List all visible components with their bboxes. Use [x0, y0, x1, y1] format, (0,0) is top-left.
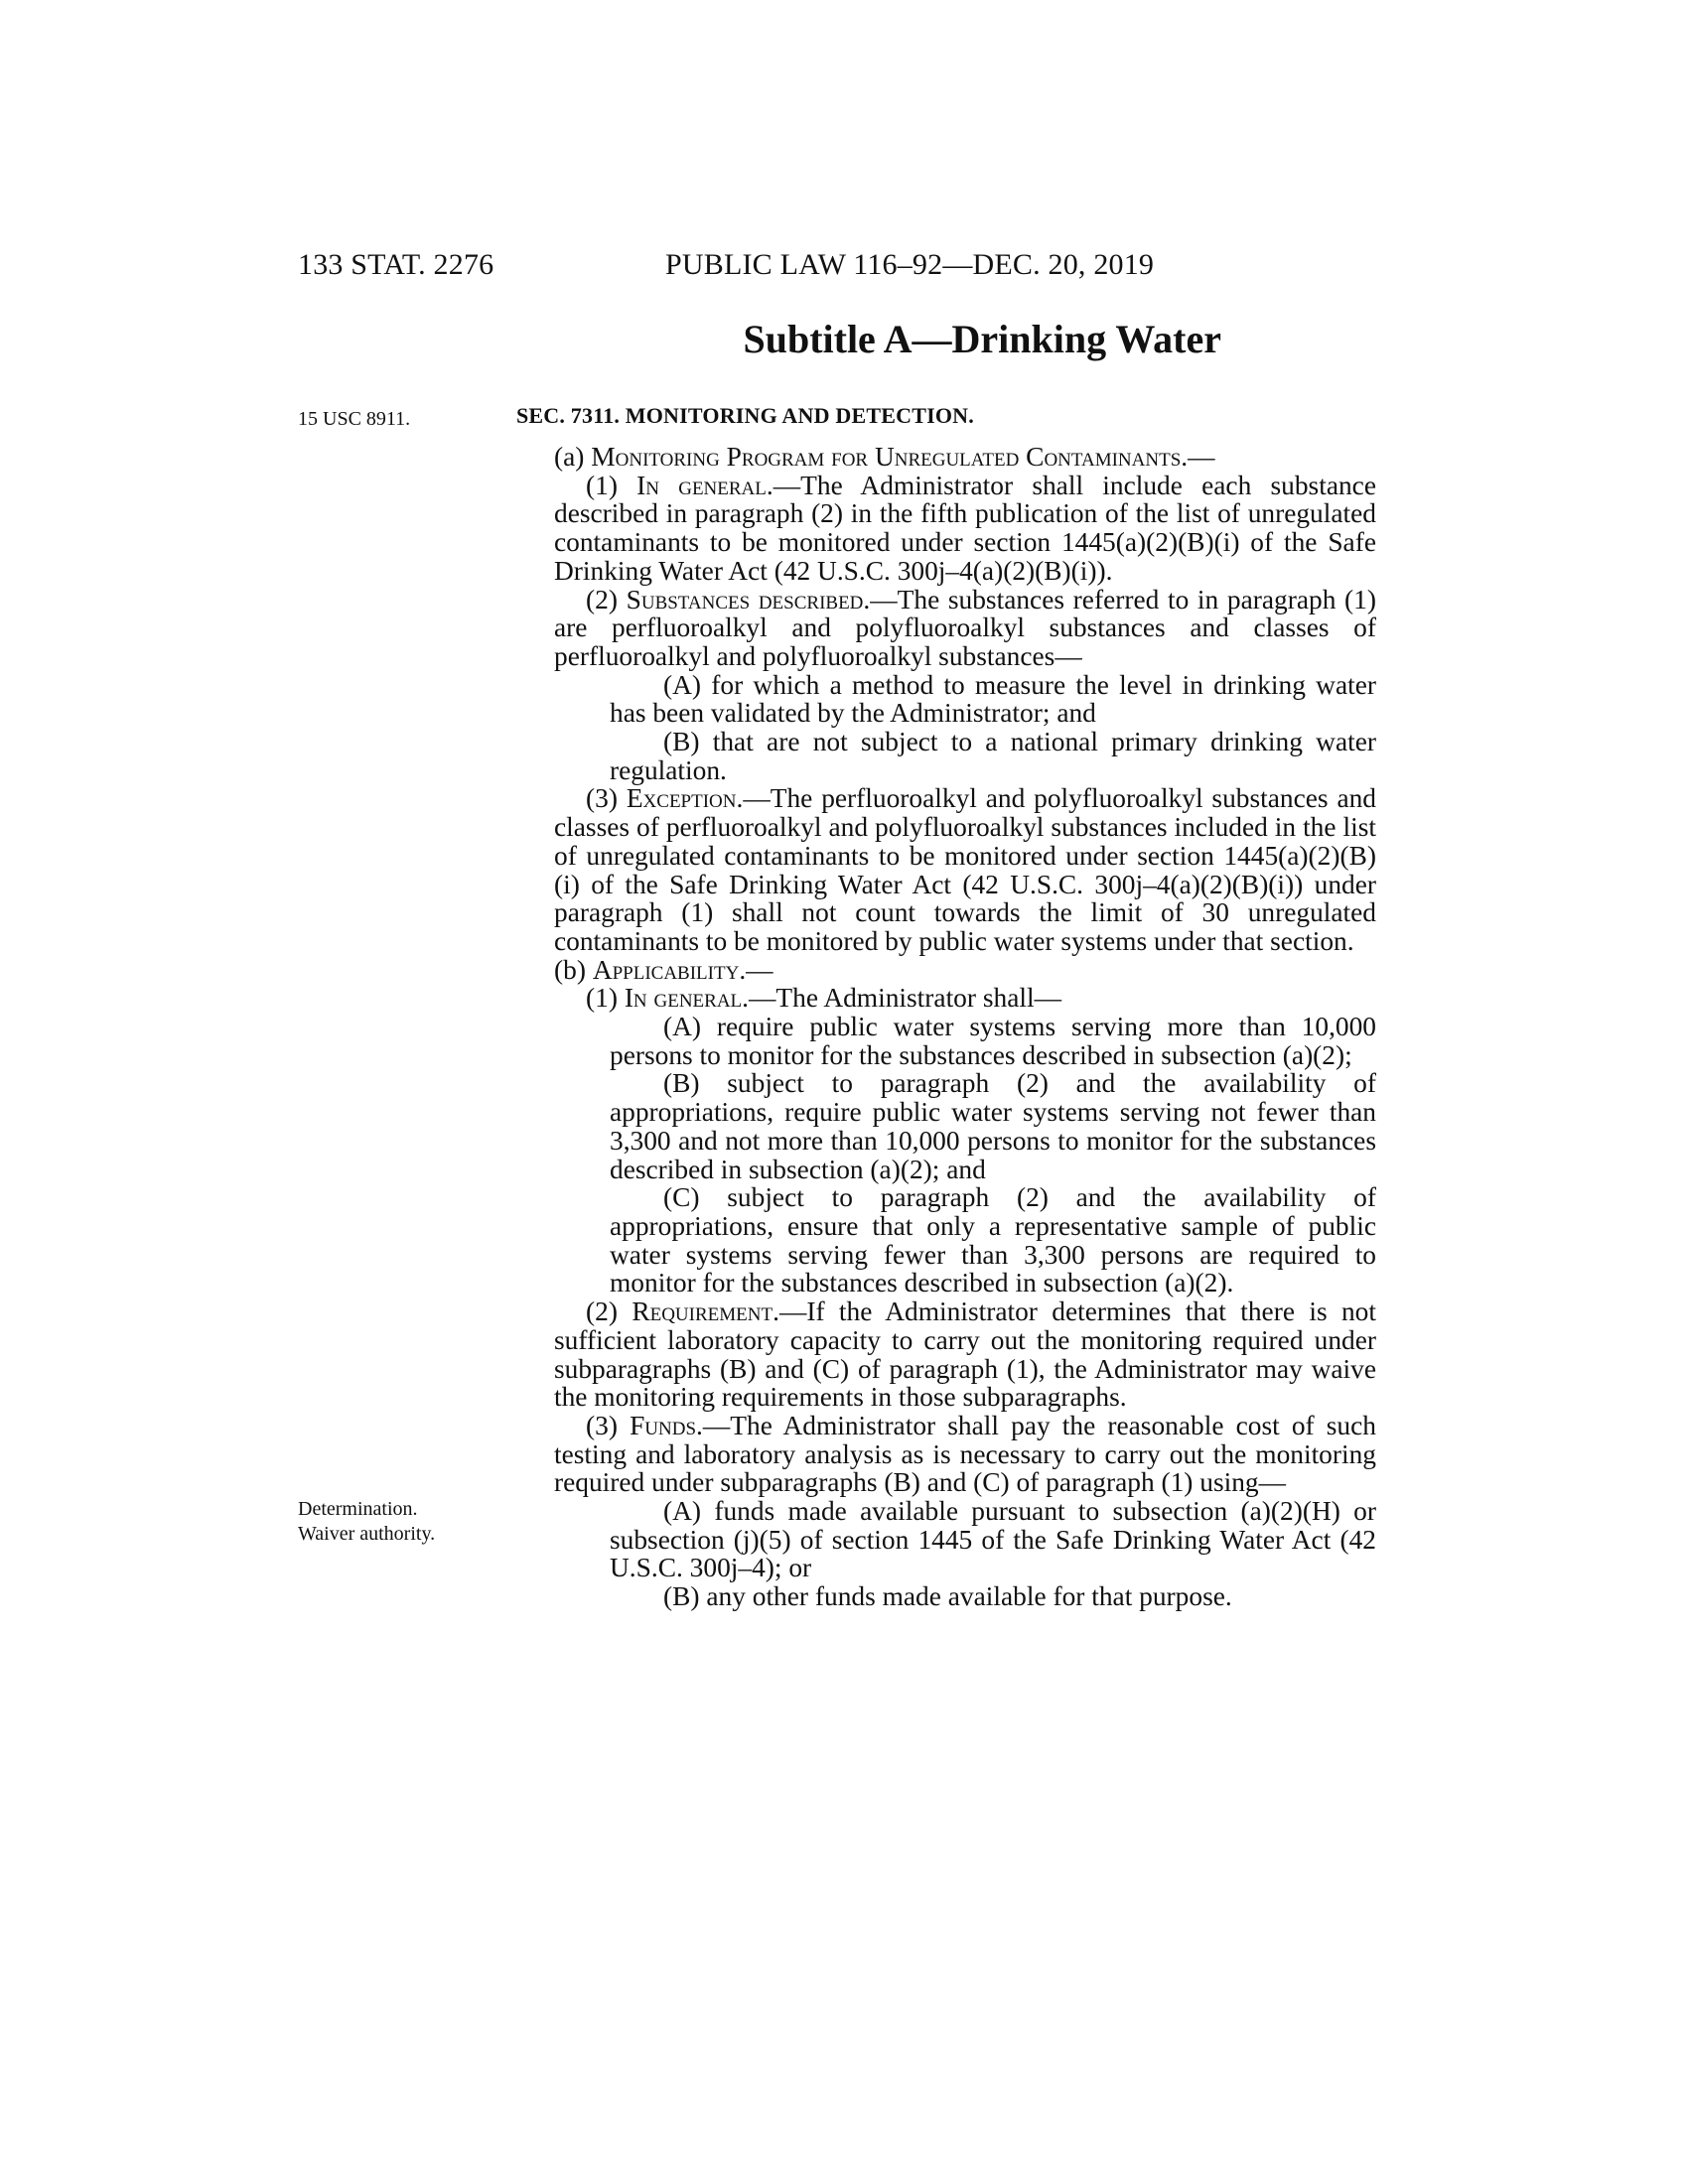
heading: Funds. — [630, 1410, 703, 1440]
text: —The substances referred to in paragraph (1) are perfluoroalkyl and polyfluoroalkyl substances and classes of perfluoroalkyl and polyfluoroalkyl substances— — [554, 584, 1376, 671]
section-body — [554, 443, 1376, 1611]
text: —The Administrator shall— — [749, 983, 1061, 1014]
margin-note-usc: 15 USC 8911. — [298, 408, 411, 430]
heading: In general. — [624, 983, 750, 1014]
subparagraph-b1A: (A) require public water systems serving more than 10,000 persons to monitor for the substances described in subsection (a)(2); — [610, 1012, 1376, 1070]
paragraph-b2 — [554, 1297, 1376, 1412]
paragraph-a1 — [554, 472, 1376, 586]
subparagraph-a2B: (B) that are not subject to a national primary drinking water regulation. — [610, 727, 1376, 785]
subtitle-heading: Subtitle A—Drinking Water — [743, 317, 1221, 361]
text: —The Administrator shall pay the reasonable cost of such testing and laboratory analysis as is necessary to carry out the monitoring required under subparagraphs (B) and (C) of paragraph (1) using— — [554, 1410, 1376, 1498]
text: —If the Administrator determines that there is not sufficient laboratory capacity to carry out the monitoring required under subparagraphs (B) and (C) of paragraph (1), the Administrator may waive the monitoring requirements in those subparagraphs. — [554, 1297, 1376, 1413]
margin-note-waiver-label: Waiver authority. — [298, 1523, 436, 1545]
label: (b) — [554, 954, 586, 985]
paragraph-b3 — [554, 1412, 1376, 1497]
subparagraph-b1C: (C) subject to paragraph (2) and the availability of appropriations, ensure that only a representative sample of public water systems serving fewer than 3,300 persons are required to monitor for the substances described in subsection (a)(2). — [610, 1182, 1376, 1298]
text: —The perfluoroalkyl and polyfluoroalkyl substances and classes of perfluoroalkyl and polyfluoroalkyl substances included in the list of unregulated contaminants to be monitored under section 1445(a)(2)(B)(i) of the Safe Drinking Water Act (42 U.S.C. 300j–4(a)(2)(B)(i)) under paragraph (1) shall not count towards the limit of 30 unregulated contaminants to be monitored by public water systems under that section. — [554, 783, 1376, 956]
heading: In general. — [636, 470, 774, 500]
heading: Substances described. — [626, 584, 871, 614]
section-heading: SEC. 7311. MONITORING AND DETECTION. — [516, 403, 974, 428]
heading: Exception. — [626, 783, 744, 814]
label: (a) — [554, 442, 585, 472]
subparagraph-b1B: (B) subject to paragraph (2) and the availability of appropriations, require public water systems serving not fewer than 3,300 and not more than 10,000 persons to monitor for the substances described in subsection (a)(2); and — [610, 1068, 1376, 1184]
label: (3) — [586, 1410, 618, 1440]
heading: Applicability.— — [592, 954, 774, 985]
running-head — [298, 248, 1221, 288]
paragraph-a3 — [554, 784, 1376, 955]
margin-note-determination — [298, 1497, 435, 1547]
paragraph-b1 — [554, 984, 1376, 1013]
text: —The Administrator shall include each substance described in paragraph (2) in the fifth publication of the list of unregulated contaminants to be monitored under section 1445(a)(2)(B)(i) of the Safe Drinking Water Act (42 U.S.C. 300j–4(a)(2)(B)(i)). — [554, 470, 1376, 586]
label: (2) — [586, 1297, 618, 1327]
paragraph-a2 — [554, 586, 1376, 671]
label: (3) — [586, 783, 618, 814]
margin-note-determination-label: Determination. — [298, 1498, 418, 1520]
subparagraph-b3B: (B) any other funds made available for that purpose. — [663, 1581, 1232, 1612]
label: (1) — [586, 470, 618, 500]
heading: Requirement. — [632, 1297, 779, 1327]
statute-page-number: 133 STAT. 2276 — [298, 248, 494, 281]
subparagraph-a2A: (A) for which a method to measure the level in drinking water has been validated by the Administrator; and — [610, 669, 1376, 729]
label: (2) — [586, 584, 618, 614]
label: (1) — [586, 983, 618, 1014]
heading: Monitoring Program for Unregulated Contaminants.— — [591, 442, 1215, 472]
subparagraph-b3A: (A) funds made available pursuant to subsection (a)(2)(H) or subsection (j)(5) of section 1445 of the Safe Drinking Water Act (42 U.S.C. 300j–4); or — [610, 1496, 1376, 1583]
subsection-a-heading — [554, 443, 1376, 472]
subsection-b-heading — [554, 956, 1376, 985]
public-law-citation: PUBLIC LAW 116–92—DEC. 20, 2019 — [665, 248, 1155, 281]
